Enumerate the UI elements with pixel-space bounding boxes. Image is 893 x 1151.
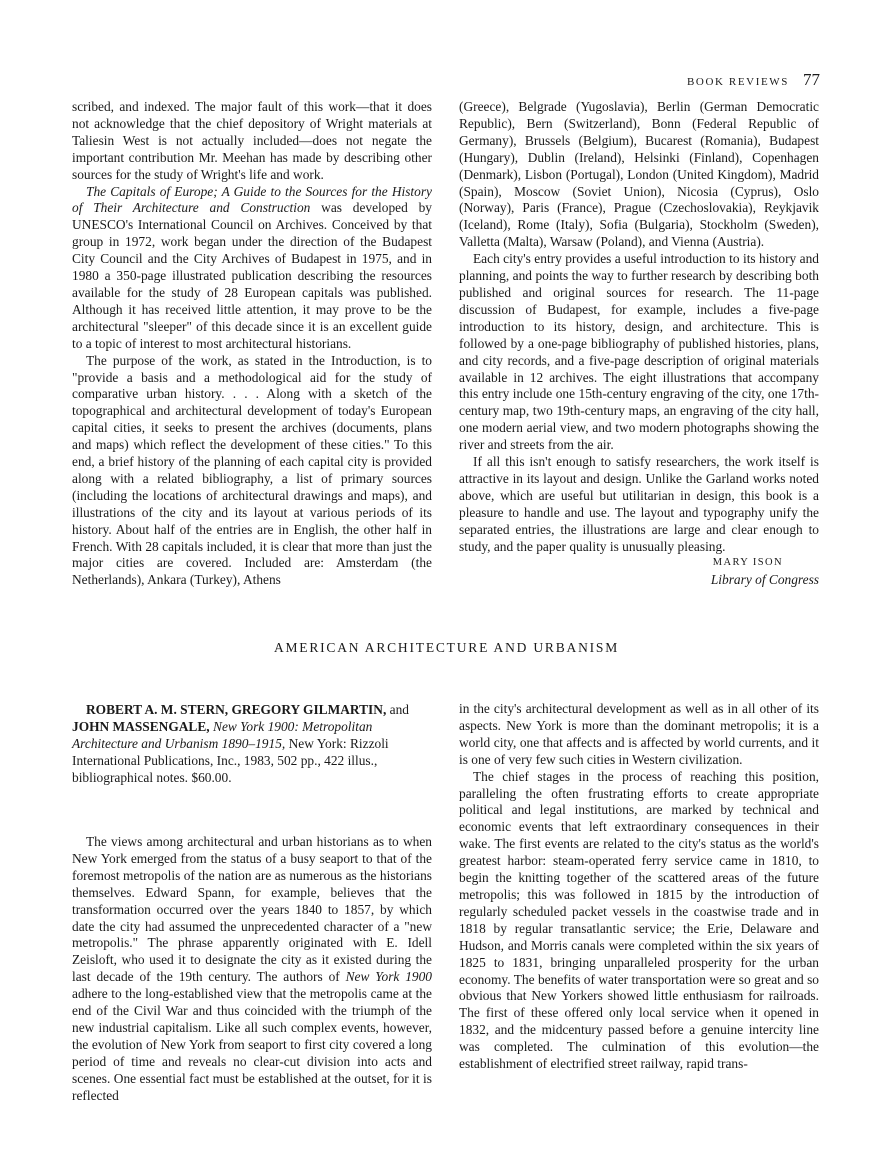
paragraph: Each city's entry provides a useful introduction to its history and planning, and points the way to further research by describing both published and original sources for research. The 11-page discussion of Budapest, for example, includes a five-page introduction to its history, design, and architecture. This is followed by a one-page bibliography of published histories, plans, and city records, and a five-page description of original materials available in 12 archives. The eight illustrations that accompany this entry include one 15th-century engraving of the city, one 17th-century map, two 19th-century maps, an engraving of the city hall, one modern aerial view, and two modern photographs showing the river and streets from the air. — [459, 251, 819, 453]
review-book-title: New York 1900: Metropolitan Architecture and Urbanism 1890–1915, — [72, 719, 373, 751]
paragraph: If all this isn't enough to satisfy researchers, the work itself is attractive in its layout and design. Unlike the Garland works noted above, which are useful but utilitarian in design, this book is a pleasure to handle and use. The layout and typography unify the separated entries, the illustrations are large and clear enough to study, and the paper quality is unusually pleasing. — [459, 454, 819, 554]
review-authors: ROBERT A. M. STERN, GREGORY GILMARTIN, — [86, 702, 387, 717]
column-top-right — [459, 99, 819, 589]
review-citation — [72, 701, 432, 786]
paragraph-text: was developed by UNESCO's International Council on Archives. Conceived by that group in 1972, work began under the direction of the Budapest City Council and the City Archives of Budapest in 1975, and in 1980 a 350-page illustrated publication describing the resources available for the study of 28 European capitals was published. Although it has received little attention, it may prove to be the architectural "sleeper" of this decade since it is an excellent guide to a topic of interest to most architectural historians. — [72, 200, 432, 351]
column-top-left — [72, 99, 432, 589]
paragraph: scribed, and indexed. The major fault of this work—that it does not acknowledge that the chief depository of Wright materials at Taliesin West is not actually included—does not negate the important contribution Mr. Meehan has made by describing other sources for the study of Wright's life and work. — [72, 99, 432, 182]
reviewer-name: MARY ISON — [712, 557, 783, 569]
paragraph — [72, 834, 432, 1105]
page-number: 77 — [803, 70, 820, 89]
paragraph: (Greece), Belgrade (Yugoslavia), Berlin (German Democratic Republic), Bern (Switzerland), Bonn (Federal Republic of Germany), Brussels (Belgium), Bucarest (Romania), Budapest (Hungary), Dublin (Ireland), Helsinki (Finland), Copenhagen (Denmark), Lisbon (Portugal), London (United Kingdom), Madrid (Spain), Moscow (Soviet Union), Nicosia (Cyprus), Oslo (Norway), Paris (France), Prague (Czechoslovakia), Reykjavik (Iceland), Rome (Italy), Sofia (Bulgaria), Stockholm (Sweden), Valletta (Malta), Warsaw (Poland), and Vienna (Austria). — [459, 99, 819, 250]
running-header — [687, 70, 820, 90]
review-publication-info: New York: Rizzoli International Publications, Inc., 1983, 502 pp., 422 illus., bibliographical notes. $60.00. — [72, 736, 389, 785]
review-author-third: JOHN MASSENGALE, — [72, 719, 210, 734]
paragraph-text: The views among architectural and urban historians as to when New York emerged from the status of a busy seaport to that of the foremost metropolis of the nation are as numerous as the historians themselves. Edward Spann, for example, believes that the transformation occurred over the years 1840 to 1857, by which date the city had assumed the unprecedented character of a "new metropolis." The phrase apparently originated with E. Idell Zeisloft, who used it to designate the city as it existed during the last decade of the 19th century. The authors of — [72, 834, 432, 985]
reviewer-signature — [459, 555, 819, 589]
column-bottom-right — [459, 701, 819, 1073]
section-heading: AMERICAN ARCHITECTURE AND URBANISM — [273, 640, 620, 655]
review-authors-and: and — [386, 702, 409, 717]
reviewer-affiliation: Library of Congress — [710, 572, 819, 588]
paragraph: The purpose of the work, as stated in the Introduction, is to "provide a basis and a methodological aid for the study of comparative urban history. . . . Along with a sketch of the topographical and architectural development of today's European capital cities, it seeks to present the archives (documents, plans and maps) which reflect the development of these cities." To this end, a brief history of the planning of each capital city is provided along with a related bibliography, a list of primary sources (including the locations of architectural drawings and maps), and illustrations of the city and its layout at various periods of its history. About half of the entries are in English, the other half in French. With 28 capitals included, it is clear that more than just the major cities are covered. Included are: Amsterdam (the Netherlands), Ankara (Turkey), Athens — [72, 352, 432, 588]
paragraph — [72, 184, 432, 353]
column-bottom-left — [72, 701, 432, 1105]
running-header-section: BOOK REVIEWS — [686, 76, 789, 88]
book-title: The Capitals of Europe; A Guide to the Sources for the History of Their Architecture and Construction — [72, 183, 432, 216]
paragraph: in the city's architectural development as well as in all other of its aspects. New York is more than the dominant metropolis; it is a world city, one that affects and is affected by world currents, and it is one of very few such cities in Western civilization. — [459, 701, 819, 767]
book-title: New York 1900 — [345, 969, 432, 985]
paragraph: The chief stages in the process of reaching this position, paralleling the often frustrating efforts to create appropriate political and legal institutions, are marked by technical and economic events that left extraordinary consequences in their wake. The first events are related to the city's status as the world's greatest harbor: steam-operated ferry service came in 1810, to begin the knitting together of the scattered areas of the future metropolis; this was followed in 1815 by the introduction of regularly scheduled packet vessels in the coastwise trade and in 1818 by regular transatlantic service; the Erie, Delaware and Hudson, and Morris canals were completed within the six years of 1825 to 1831, bringing unparalleled prosperity for the urban economy. The benefits of water transportation were so great and so obvious that New Yorkers showed little enthusiasm for railroads. The first of these offered only local service when it opened in 1832, and the midcentury passed before a genuine intercity line was completed. The culmination of this evolution—the establishment of electrified street railway, rapid trans- — [459, 768, 819, 1072]
paragraph-text: adhere to the long-established view that the metropolis came at the end of the Civil War and thus coincided with the triumph of the new industrial capitalism. Like all such complex events, however, the evolution of New York from seaport to first city covered a long period of time and reveals no clear-cut division into acts and scenes. One essential fact must be established at the outset, for it is reflected — [72, 986, 432, 1103]
